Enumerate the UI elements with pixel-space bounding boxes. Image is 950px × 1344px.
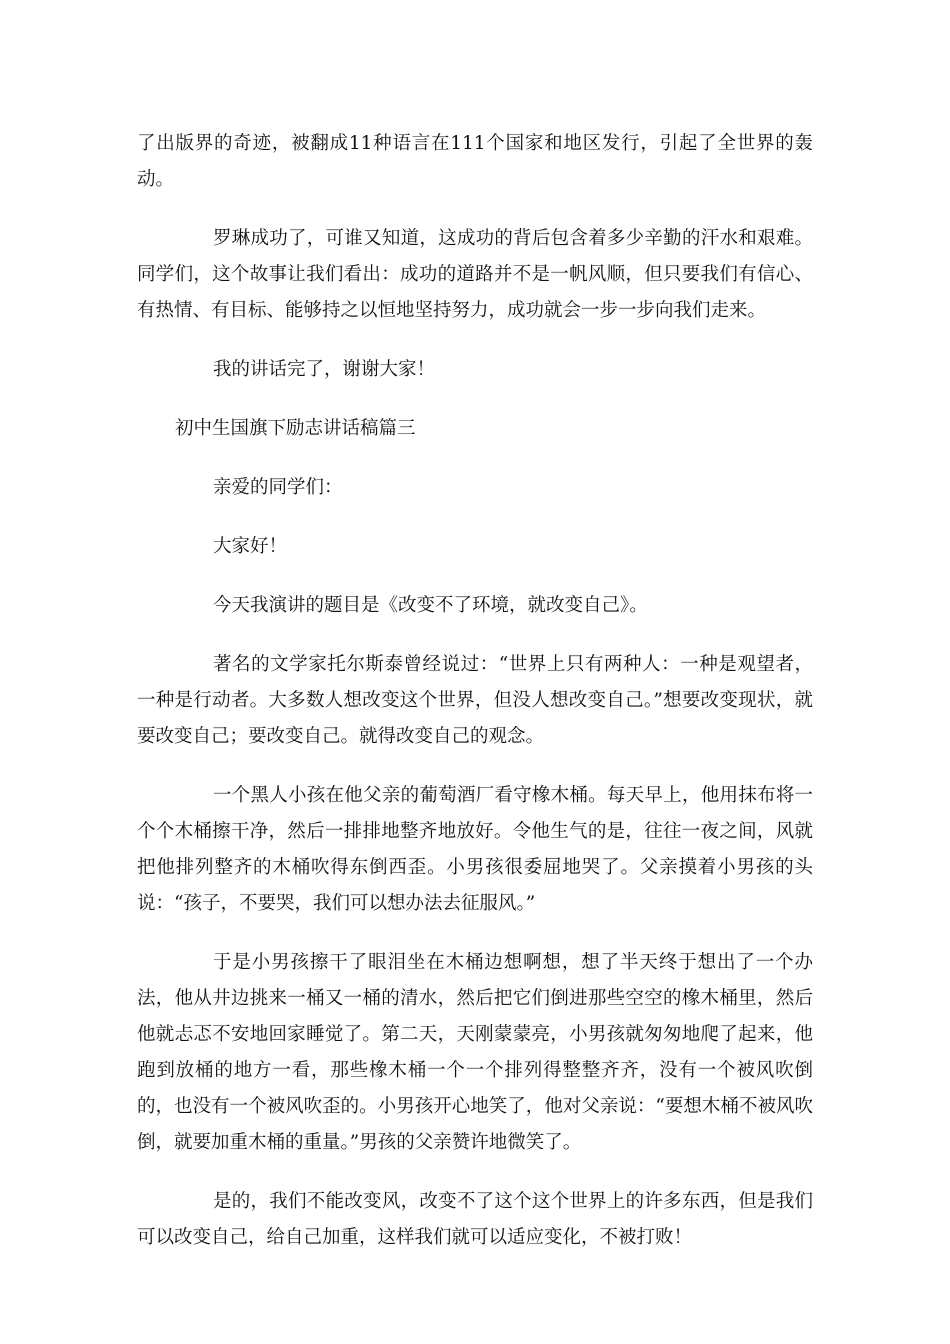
paragraph-continuation: 了出版界的奇迹，被翻成11种语言在111个国家和地区发行，引起了全世界的轰动。	[137, 133, 813, 190]
paragraph-barrel-story: 一个黑人小孩在他父亲的葡萄酒厂看守橡木桶。每天早上，他用抹布将一个个木桶擦干净，然后一排排地整齐地放好。令他生气的是，往往一夜之间，风就把他排列整齐的木桶吹得东倒西歪。小男孩很委屈地哭了。父亲摸着小男孩的头说：“孩子，不要哭，我们可以想办法去征服风。”	[137, 785, 813, 914]
paragraph-barrel-solution: 于是小男孩擦干了眼泪坐在木桶边想啊想，想了半天终于想出了一个办法，他从井边挑来一桶又一桶的清水，然后把它们倒进那些空空的橡木桶里，然后他就忐忑不安地回家睡觉了。第二天，天刚蒙蒙亮，小男孩就匆匆地爬了起来，他跑到放桶的地方一看，那些橡木桶一个一个排列得整整齐齐，没有一个被风吹倒的，也没有一个被风吹歪的。小男孩开心地笑了，他对父亲说：“要想木桶不被风吹倒，就要加重木桶的重量。”男孩的父亲赞许地微笑了。	[137, 952, 813, 1153]
paragraph-closing-thanks: 我的讲话完了，谢谢大家！	[213, 359, 436, 380]
section-heading: 初中生国旗下励志讲话稿篇三	[175, 418, 416, 439]
paragraph-rowling-success: 罗琳成功了，可谁又知道，这成功的背后包含着多少辛勤的汗水和艰难。同学们，这个故事让我们看出：成功的道路并不是一帆风顺，但只要我们有信心、有热情、有目标、能够持之以恒地坚持努力，成功就会一步一步向我们走来。	[137, 228, 813, 321]
paragraph-salutation: 亲爱的同学们：	[213, 477, 343, 498]
paragraph-topic: 今天我演讲的题目是《改变不了环境，就改变自己》。	[213, 595, 648, 616]
paragraph-tolstoy-quote: 著名的文学家托尔斯泰曾经说过：“世界上只有两种人：一种是观望者，一种是行动者。大多数人想改变这个世界，但没人想改变自己。”想要改变现状，就要改变自己；要改变自己。就得改变自己的观念。	[137, 654, 813, 747]
paragraph-conclusion: 是的，我们不能改变风，改变不了这个这个世界上的许多东西，但是我们可以改变自己，给自己加重，这样我们就可以适应变化，不被打败！	[137, 1191, 813, 1248]
document-body	[137, 126, 813, 1256]
paragraph-greeting: 大家好！	[213, 536, 288, 557]
